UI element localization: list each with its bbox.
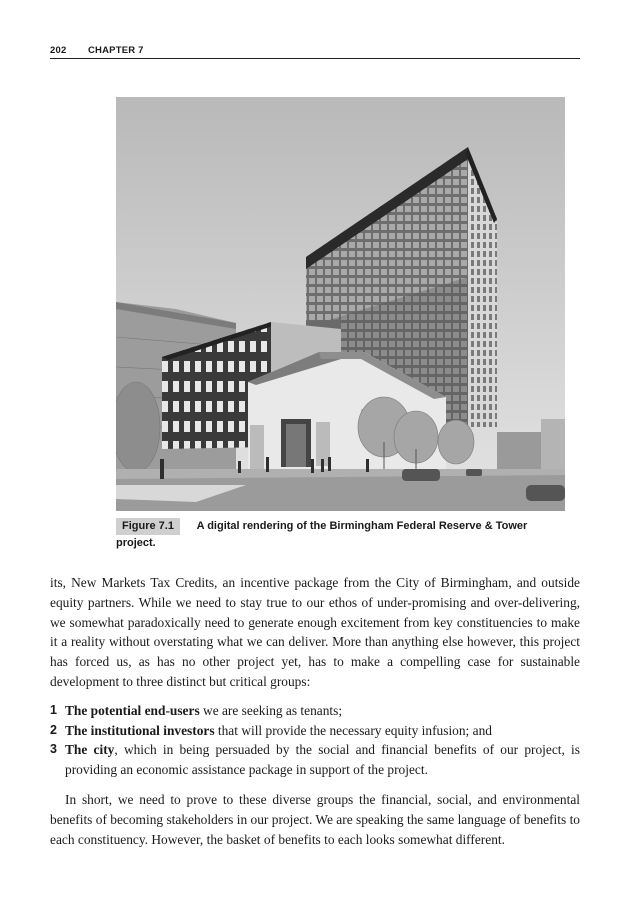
paragraph: In short, we need to prove to these diverse groups the financial, social, and environmental benefits of becoming stakeholders in our project. We are speaking the same language of benefits to each constituency. However, the basket of benefits to each looks somewhat different. xyxy=(50,791,580,847)
body-text xyxy=(50,573,580,849)
list-item xyxy=(50,701,580,721)
figure-caption xyxy=(116,518,536,552)
list-number: 1 xyxy=(50,702,57,717)
figure-caption-text: A digital rendering of the Birmingham Federal Reserve & Tower project. xyxy=(116,520,528,549)
list-item-text: that will provide the necessary equity infusion; and xyxy=(214,722,492,738)
running-header xyxy=(50,44,580,59)
list-item-text: , which in being persuaded by the social and financial benefits of our project, is providing an economic assistance package in support of the project. xyxy=(65,742,580,778)
list-number: 2 xyxy=(50,722,57,737)
figure-image xyxy=(116,97,565,511)
numbered-list xyxy=(50,701,580,780)
list-number: 3 xyxy=(50,742,57,757)
paragraph: its, New Markets Tax Credits, an incentive package from the City of Birmingham, and outside equity partners. While we need to stay true to our ethos of under-promising and over-delivering, we somewhat paradoxically need to generate enough excitement from key constituencies to make it a reality without overstating what we can deliver. More than anything else however, this project has forced us, as has no other project yet, has to make a compelling case for sustainable development to three distinct but critical groups: xyxy=(50,575,580,689)
figure-label: Figure 7.1 xyxy=(116,518,180,535)
list-item-lead: The city xyxy=(65,742,115,758)
chapter-title: CHAPTER 7 xyxy=(88,45,144,56)
list-item-lead: The potential end-users xyxy=(65,702,200,718)
list-item xyxy=(50,740,580,780)
list-item-lead: The institutional investors xyxy=(65,722,215,738)
list-item xyxy=(50,721,580,741)
page-number: 202 xyxy=(50,45,67,56)
list-item-text: we are seeking as tenants; xyxy=(199,702,343,718)
